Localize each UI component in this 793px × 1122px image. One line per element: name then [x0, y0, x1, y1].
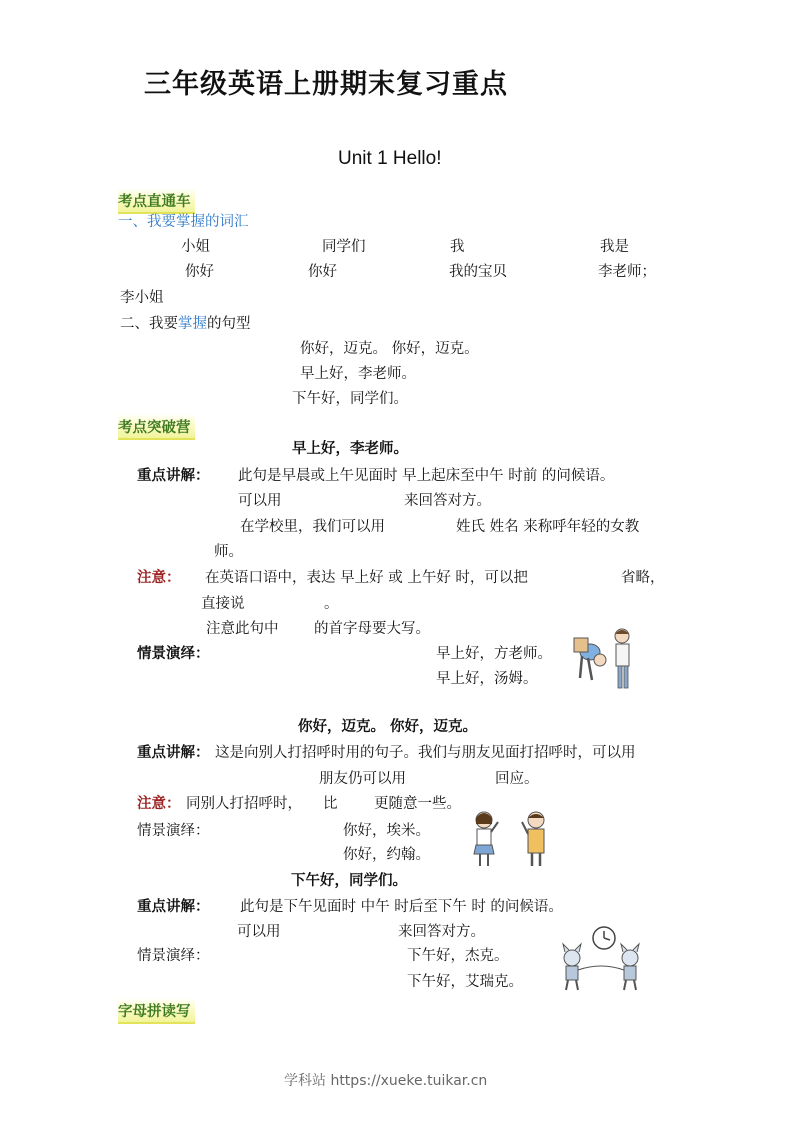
section-heading-phonics: 字母拼读写 [118, 998, 195, 1024]
sentence-heading [120, 315, 251, 333]
page-title: 三年级英语上册期末复习重点 [144, 69, 508, 100]
scene-line: 早上好，汤姆。 [436, 671, 538, 687]
scene-illustration-morning [572, 626, 642, 692]
scene-label: 情景演绎： [137, 948, 210, 964]
explanation-text: 此句是下午见面时 中午 时后至下午 时 的问候语。 [240, 899, 563, 915]
scene-line: 早上好，方老师。 [436, 646, 552, 662]
explanation-text: 回应。 [495, 771, 539, 787]
explanation-text: 这是向别人打招呼时用的句子。我们与朋友见面打招呼时，可以用 [215, 745, 636, 761]
note-text: 比 [323, 796, 338, 812]
explanation-text: 师。 [214, 544, 243, 560]
note-text: 直接说 [201, 596, 245, 612]
section-heading-direct: 考点直通车 [118, 188, 195, 214]
point-heading: 下午好，同学们。 [291, 873, 407, 889]
vocab-item: 我 [450, 239, 465, 255]
explanation-text: 可以用 [238, 493, 282, 509]
scene-line: 下午好，杰克。 [407, 948, 509, 964]
vocab-heading: 一、我要掌握的词汇 [118, 214, 249, 230]
explanation-text: 姓氏 姓名 来称呼年轻的女教 [456, 519, 640, 535]
vocab-item: 我的宝贝 [449, 264, 507, 280]
note-text: 省略， [621, 570, 665, 586]
sentence-heading-highlight: 掌握 [178, 316, 207, 332]
vocab-item: 同学们 [322, 239, 366, 255]
scene-label: 情景演绎： [137, 823, 210, 839]
explanation-text: 朋友仍可以用 [319, 771, 406, 787]
point-heading: 你好，迈克。 你好，迈克。 [298, 719, 478, 735]
vocab-item: 你好 [308, 264, 337, 280]
vocab-item: 你好 [185, 264, 214, 280]
note-text: 同别人打招呼时， [186, 796, 302, 812]
section-heading-breakthrough: 考点突破营 [118, 414, 195, 440]
scene-line: 下午好，艾瑞克。 [407, 974, 523, 990]
vocab-item: 我是 [600, 239, 629, 255]
footer-watermark: 学科站 https://xueke.tuikar.cn [284, 1073, 488, 1089]
explanation-text: 可以用 [237, 924, 281, 940]
sentence-line: 你好，迈克。 你好，迈克。 [300, 341, 479, 357]
explanation-text: 来回答对方。 [398, 924, 485, 940]
note-text: 更随意一些。 [374, 796, 461, 812]
key-explanation-label: 重点讲解： [137, 745, 210, 761]
explanation-text: 此句是早晨或上午见面时 早上起床至中午 时前 的问候语。 [238, 468, 615, 484]
unit-title: Unit 1 Hello! [338, 148, 442, 169]
note-text: 的首字母要大写。 [314, 621, 430, 637]
scene-line: 你好，约翰。 [343, 847, 430, 863]
vocab-item: 小姐 [181, 239, 210, 255]
vocab-item: 李小姐 [120, 290, 164, 306]
key-explanation-label: 重点讲解： [137, 899, 210, 915]
sentence-line: 下午好，同学们。 [292, 391, 408, 407]
sentence-heading-part: 二、我要 [120, 316, 178, 332]
sentence-line: 早上好，李老师。 [300, 366, 416, 382]
scene-illustration-afternoon [554, 924, 648, 992]
vocab-item: 李老师； [598, 264, 656, 280]
note-text: 注意此句中 [206, 621, 279, 637]
scene-line: 你好，埃米。 [343, 823, 430, 839]
scene-label: 情景演绎： [137, 646, 210, 662]
explanation-text: 在学校里，我们可以用 [240, 519, 385, 535]
note-label: 注意： [137, 570, 181, 586]
note-text: 。 [324, 596, 339, 612]
sentence-heading-part: 的句型 [207, 316, 251, 332]
scene-illustration-hello [468, 808, 552, 868]
key-explanation-label: 重点讲解： [137, 468, 210, 484]
point-heading: 早上好，李老师。 [292, 441, 408, 457]
note-text: 在英语口语中，表达 早上好 或 上午好 时，可以把 [205, 570, 528, 586]
explanation-text: 来回答对方。 [404, 493, 491, 509]
note-label: 注意： [137, 796, 181, 812]
